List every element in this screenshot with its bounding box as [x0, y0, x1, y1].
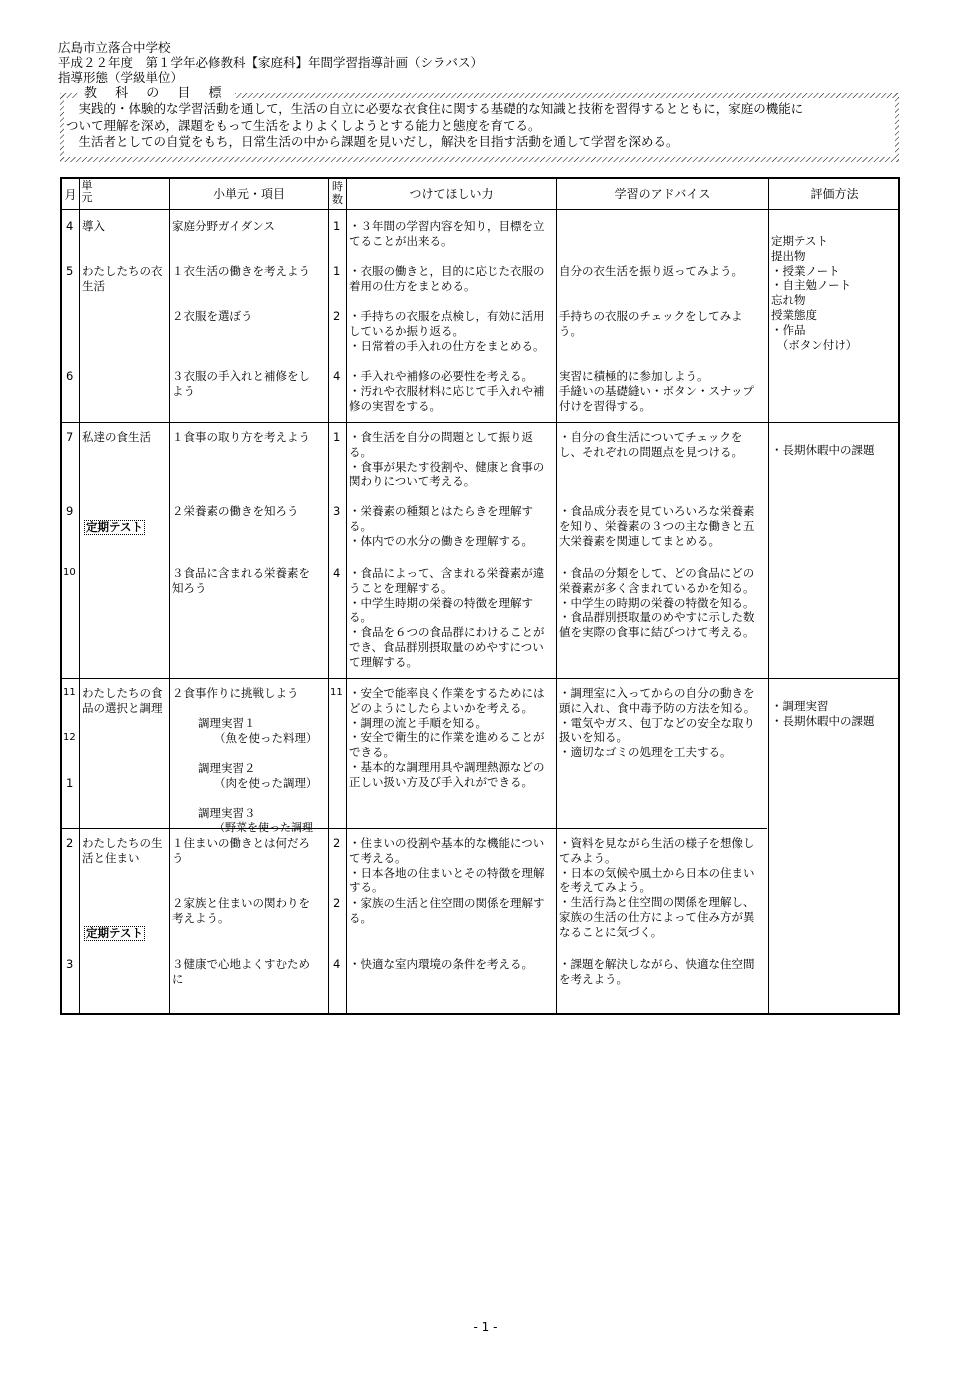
header-month: 月 — [64, 188, 77, 202]
item-cell: ３食品に含まれる栄養素を 知ろう — [172, 566, 310, 595]
hours-cell: 3 — [333, 504, 341, 518]
unit-cell: わたしたちの生 活と住まい — [82, 836, 163, 865]
cooking-practice-1-detail: （魚を使った料理） — [214, 731, 318, 745]
evaluation-cell: ・調理実習 ・長期休暇中の課題 — [771, 699, 875, 728]
ability-cell: ・快適な室内環境の条件を考える。 — [349, 957, 533, 971]
advice-cell: ・資料を見ながら生活の様子を想像し てみよう。 ・日本の気候や風土から日本の住まい を考えてみよう。 ・生活行為と住空間の関係を理解し、 家族の生活の仕方によって住み方が異 なることに気づく。 — [559, 836, 755, 939]
hours-cell: 11 — [330, 687, 343, 698]
advice-cell: ・調理室に入ってからの自分の動きを 頭に入れ、食中毒予防の方法を知る。 ・電気やガス、包丁などの安全な取り 扱いを知る。 ・適切なゴミの処理を工夫する。 — [559, 686, 756, 760]
ability-cell: ・栄養素の種類とはたらきを理解す る。 ・体内での水分の働きを理解する。 — [349, 504, 533, 548]
header-evaluation: 評価方法 — [810, 187, 859, 201]
month-cell: 5 — [66, 264, 74, 278]
ability-cell: ・安全で能率良く作業をするためには どのようにしたらよいかを考える。 ・調理の流と手順を知る。 ・安全で衛生的に作業を進めることが できる。 ・基本的な調理用具や調理熱源などの 正しい扱い方及び手入れができる。 — [349, 686, 545, 789]
instruction-form: 指導形態（学級単位） — [58, 70, 184, 85]
item-cell: ３衣服の手入れと補修をし よう — [172, 369, 310, 398]
ability-cell: ・食品によって、含まれる栄養素が違 うことを理解する。 ・中学生時期の栄養の特徴を理解す る。 ・食品を６つの食品群にわけることが でき、食品群別摂取量のめやすについ て理解する。 — [349, 566, 545, 669]
hours-cell: 4 — [333, 369, 341, 383]
month-cell: 12 — [63, 732, 76, 743]
col-divider — [346, 179, 347, 1013]
month-cell: 10 — [63, 567, 76, 578]
col-divider — [556, 179, 557, 1013]
col-divider — [328, 179, 329, 1013]
item-cell: ２衣服を選ぼう — [172, 309, 253, 323]
month-cell: 4 — [66, 219, 74, 233]
unit-cell: わたしたちの衣 生活 — [82, 264, 163, 293]
ability-cell: ・衣服の働きと，目的に応じた衣服の 着用の仕方をまとめる。 — [349, 264, 545, 293]
syllabus-table — [60, 177, 900, 1015]
goal-line-2: ついて理解を深め，課題をもって生活をよりよくしようとする能力と態度を育てる。 — [66, 117, 541, 133]
ability-cell: ・家族の生活と住空間の関係を理解す る。 — [349, 896, 545, 925]
advice-cell: ・自分の食生活についてチェックを し、それぞれの問題点を見つける。 — [559, 430, 743, 459]
hours-cell: 2 — [333, 836, 341, 850]
advice-cell: 自分の衣生活を振り返ってみよう。 — [559, 264, 743, 278]
row-divider — [62, 209, 898, 210]
header-ability: つけてほしい力 — [409, 187, 494, 201]
col-divider — [79, 179, 80, 1013]
unit-cell: わたしたちの食 品の選択と調理 — [82, 686, 163, 715]
goal-title: 教 科 の 目 標 — [78, 87, 235, 101]
item-cell: ３健康で心地よくすむため に — [172, 957, 310, 986]
periodic-test-label: 定期テスト — [86, 520, 144, 534]
item-cell: １住まいの働きとは何だろ う — [172, 836, 310, 865]
goal-text — [66, 101, 894, 151]
goal-line-1: 実践的・体験的な学習活動を通して，生活の自立に必要な衣食住に関する基礎的な知識と技術を習得するとともに，家庭の機能に — [66, 101, 804, 116]
ability-cell: ・食生活を自分の問題として振り返 る。 ・食事が果たす役割や、健康と食事の 関わりについて考える。 — [349, 430, 545, 489]
hours-cell: 1 — [333, 264, 341, 278]
month-cell: 9 — [66, 504, 74, 518]
header-unit: 単 元 — [81, 179, 93, 204]
hours-cell: 1 — [333, 219, 341, 233]
hours-cell: 1 — [333, 430, 341, 444]
month-cell: 6 — [66, 369, 74, 383]
advice-cell: 手持ちの衣服のチェックをしてみよ う。 — [559, 309, 743, 338]
subject-goal-box — [60, 86, 899, 162]
periodic-test-label: 定期テスト — [86, 926, 144, 940]
month-cell: 11 — [63, 687, 76, 698]
cooking-practice-2-detail: （肉を使った調理） — [214, 776, 318, 790]
item-cell: 家庭分野ガイダンス — [172, 219, 275, 233]
cooking-practice-1: 調理実習１ — [198, 716, 256, 730]
item-cell: ２栄養素の働きを知ろう — [172, 504, 299, 518]
plan-title: 平成２２年度 第１学年必修教科【家庭科】年間学習指導計画（シラバス） — [58, 55, 484, 70]
school-name: 広島市立落合中学校 — [58, 40, 171, 55]
advice-cell: ・課題を解決しながら、快適な住空間 を考えよう。 — [559, 957, 755, 986]
item-cell: １衣生活の働きを考えよう — [172, 264, 310, 278]
row-divider — [62, 678, 898, 679]
cooking-practice-2: 調理実習２ — [198, 761, 256, 775]
col-divider — [169, 179, 170, 1013]
advice-cell: ・食品成分表を見ていろいろな栄養素 を知り、栄養素の３つの主な働きと五 大栄養素を関連してまとめる。 — [559, 504, 755, 548]
month-cell: 1 — [66, 776, 74, 790]
ability-cell: ・住まいの役割や基本的な機能につい て考える。 ・日本各地の住まいとその特徴を理解 する。 — [349, 836, 545, 895]
advice-cell: ・食品の分類をして、どの食品にどの 栄養素が多く含まれているかを知る。 ・中学生の時期の栄養の特徴を知る。 ・食品群別摂取量のめやすに示した数 値を実際の食事に結びつけて考える。 — [559, 566, 755, 640]
goal-line-3: 生活者としての自覚をもち，日常生活の中から課題を見いだし，解決を目指す活動を通して学習を深める。 — [66, 134, 679, 149]
cooking-practice-3-detail: （野菜を使った調理 — [214, 821, 313, 834]
cooking-practice-3: 調理実習３ — [198, 806, 256, 820]
item-cell: １食事の取り方を考えよう — [172, 430, 310, 444]
row-divider — [62, 828, 767, 829]
evaluation-cell: ・長期休暇中の課題 — [771, 443, 875, 457]
hours-cell: 2 — [333, 896, 341, 910]
unit-cell: 私達の食生活 — [82, 430, 151, 444]
hours-cell: 2 — [333, 309, 341, 323]
ability-cell: ・３年間の学習内容を知り，目標を立 てることが出来る。 — [349, 219, 545, 248]
month-cell: 7 — [66, 430, 74, 444]
row-divider — [62, 422, 898, 423]
header-advice: 学習のアドバイス — [614, 187, 711, 201]
item-cell: ２食事作りに挑戦しよう — [172, 686, 299, 700]
ability-cell: ・手持ちの衣服を点検し，有効に活用 しているか振り返る。 ・日常着の手入れの仕方をまとめる。 — [349, 309, 545, 353]
month-cell: 3 — [66, 957, 74, 971]
evaluation-cell: 定期テスト 提出物 ・授業ノート ・自主勉ノート 忘れ物 授業態度 ・作品 （ボタン付け） — [771, 234, 858, 352]
col-divider — [768, 179, 769, 1013]
month-cell: 2 — [66, 836, 74, 850]
hours-cell: 4 — [333, 957, 341, 971]
unit-cell: 導入 — [82, 219, 105, 233]
ability-cell: ・手入れや補修の必要性を考える。 ・汚れや衣服材料に応じて手入れや補 修の実習をする。 — [349, 369, 545, 413]
header-item: 小単元・項目 — [212, 187, 285, 201]
hours-cell: 4 — [333, 566, 341, 580]
header-hours: 時 数 — [332, 180, 343, 206]
page-number: - 1 - — [473, 1320, 498, 1334]
item-cell: ２家族と住まいの関わりを 考えよう。 — [172, 896, 310, 925]
advice-cell: 実習に積極的に参加しよう。 手縫いの基礎縫い・ボタン・スナップ 付けを習得する。 — [559, 369, 755, 413]
